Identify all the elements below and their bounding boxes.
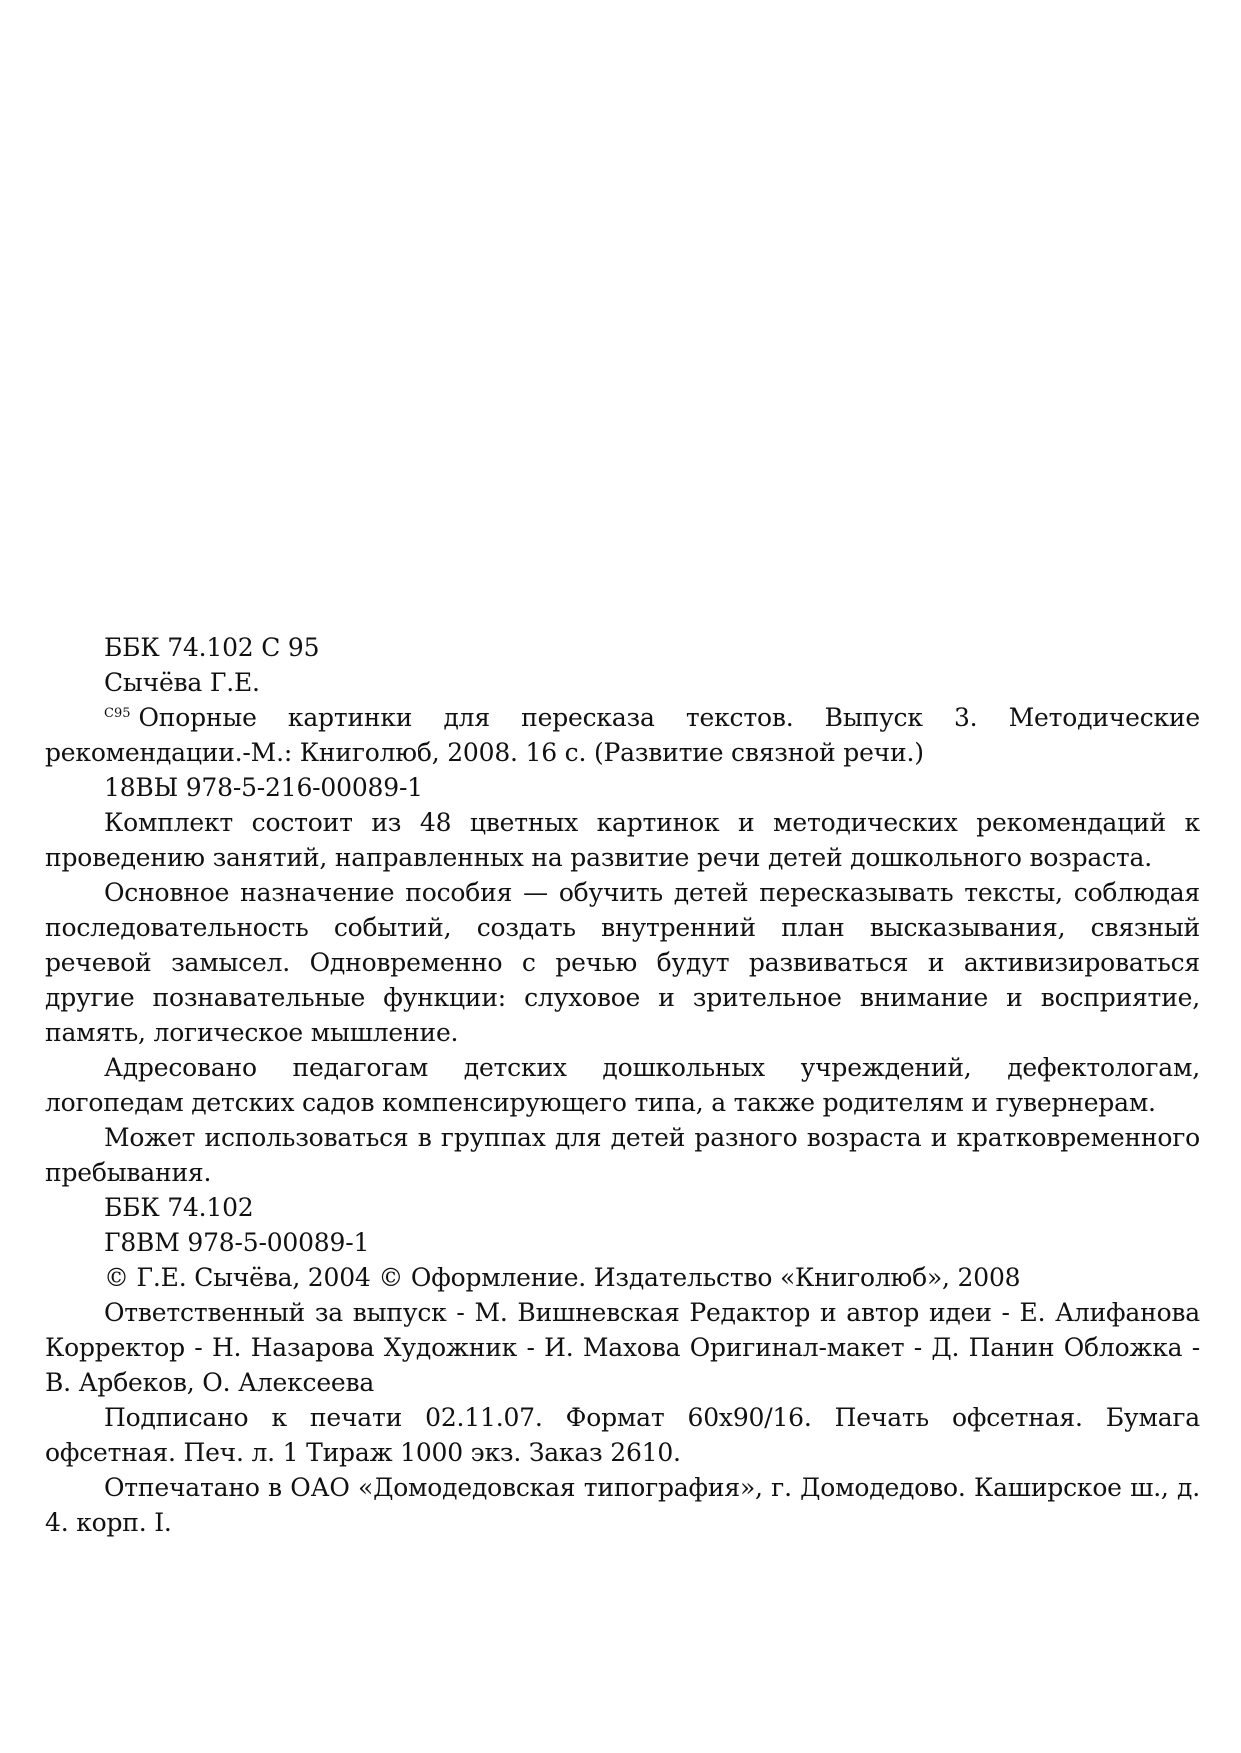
description-paragraph-1: Комплект состоит из 48 цветных картинок и методических рекомендаций к проведению занятий, направленных на развитие речи детей дошкольного возраста. (45, 808, 1200, 872)
description-paragraph-2: Основное назначение пособия — обучить детей пересказывать тексты, соблюдая последовательность событий, создать внутренний план высказывания, связный речевой замысел. Одновременно с речью будут развиваться и активизироваться другие познавательные функции: слуховое и зрительное внимание и восприятие, память, логическое мышление. (45, 878, 1200, 1047)
bbk-footer: ББК 74.102 (104, 1193, 254, 1222)
isbn-line-2: Г8ВМ 978-5-00089-1 (104, 1228, 370, 1257)
description-paragraph-3: Адресовано педагогам детских дошкольных учреждений, дефектологам, логопедам детских садов компенсирующего типа, а также родителям и гувернерам. (45, 1053, 1200, 1117)
bbk-header: ББК 74.102 С 95 (104, 633, 320, 662)
description-paragraph-4: Может использоваться в группах для детей разного возраста и кратковременного пребывания. (45, 1123, 1200, 1187)
credits-paragraph: Ответственный за выпуск - М. Вишневская Редактор и автор идеи - Е. Алифанова Корректор - Н. Назарова Художник - И. Махова Оригинал-макет - Д. Панин Обложка - В. Арбеков, О. Алексеева (45, 1298, 1200, 1397)
printer-paragraph: Отпечатано в ОАО «Домодедовская типография», г. Домодедово. Каширское ш., д. 4. корп. I. (45, 1473, 1200, 1537)
author-name: Сычёва Г.Е. (104, 668, 260, 697)
isbn-line-1: 18ВЫ 978-5-216-00089-1 (104, 773, 423, 802)
bibliographic-text: Опорные картинки для пересказа текстов. Выпуск 3. Методические рекомендации.-М.: Книголюб, 2008. 16 с. (Развитие связной речи.) (45, 703, 1200, 767)
catalog-mark: С95 (104, 706, 131, 721)
copyright-line: © Г.Е. Сычёва, 2004 © Оформление. Издательство «Книголюб», 2008 (104, 1263, 1021, 1292)
bibliographic-entry (45, 700, 1200, 770)
imprint-page (45, 630, 1200, 1540)
print-info-paragraph: Подписано к печати 02.11.07. Формат 60х90/16. Печать офсетная. Бумага офсетная. Печ. л. 1 Тираж 1000 экз. Заказ 2610. (45, 1403, 1200, 1467)
